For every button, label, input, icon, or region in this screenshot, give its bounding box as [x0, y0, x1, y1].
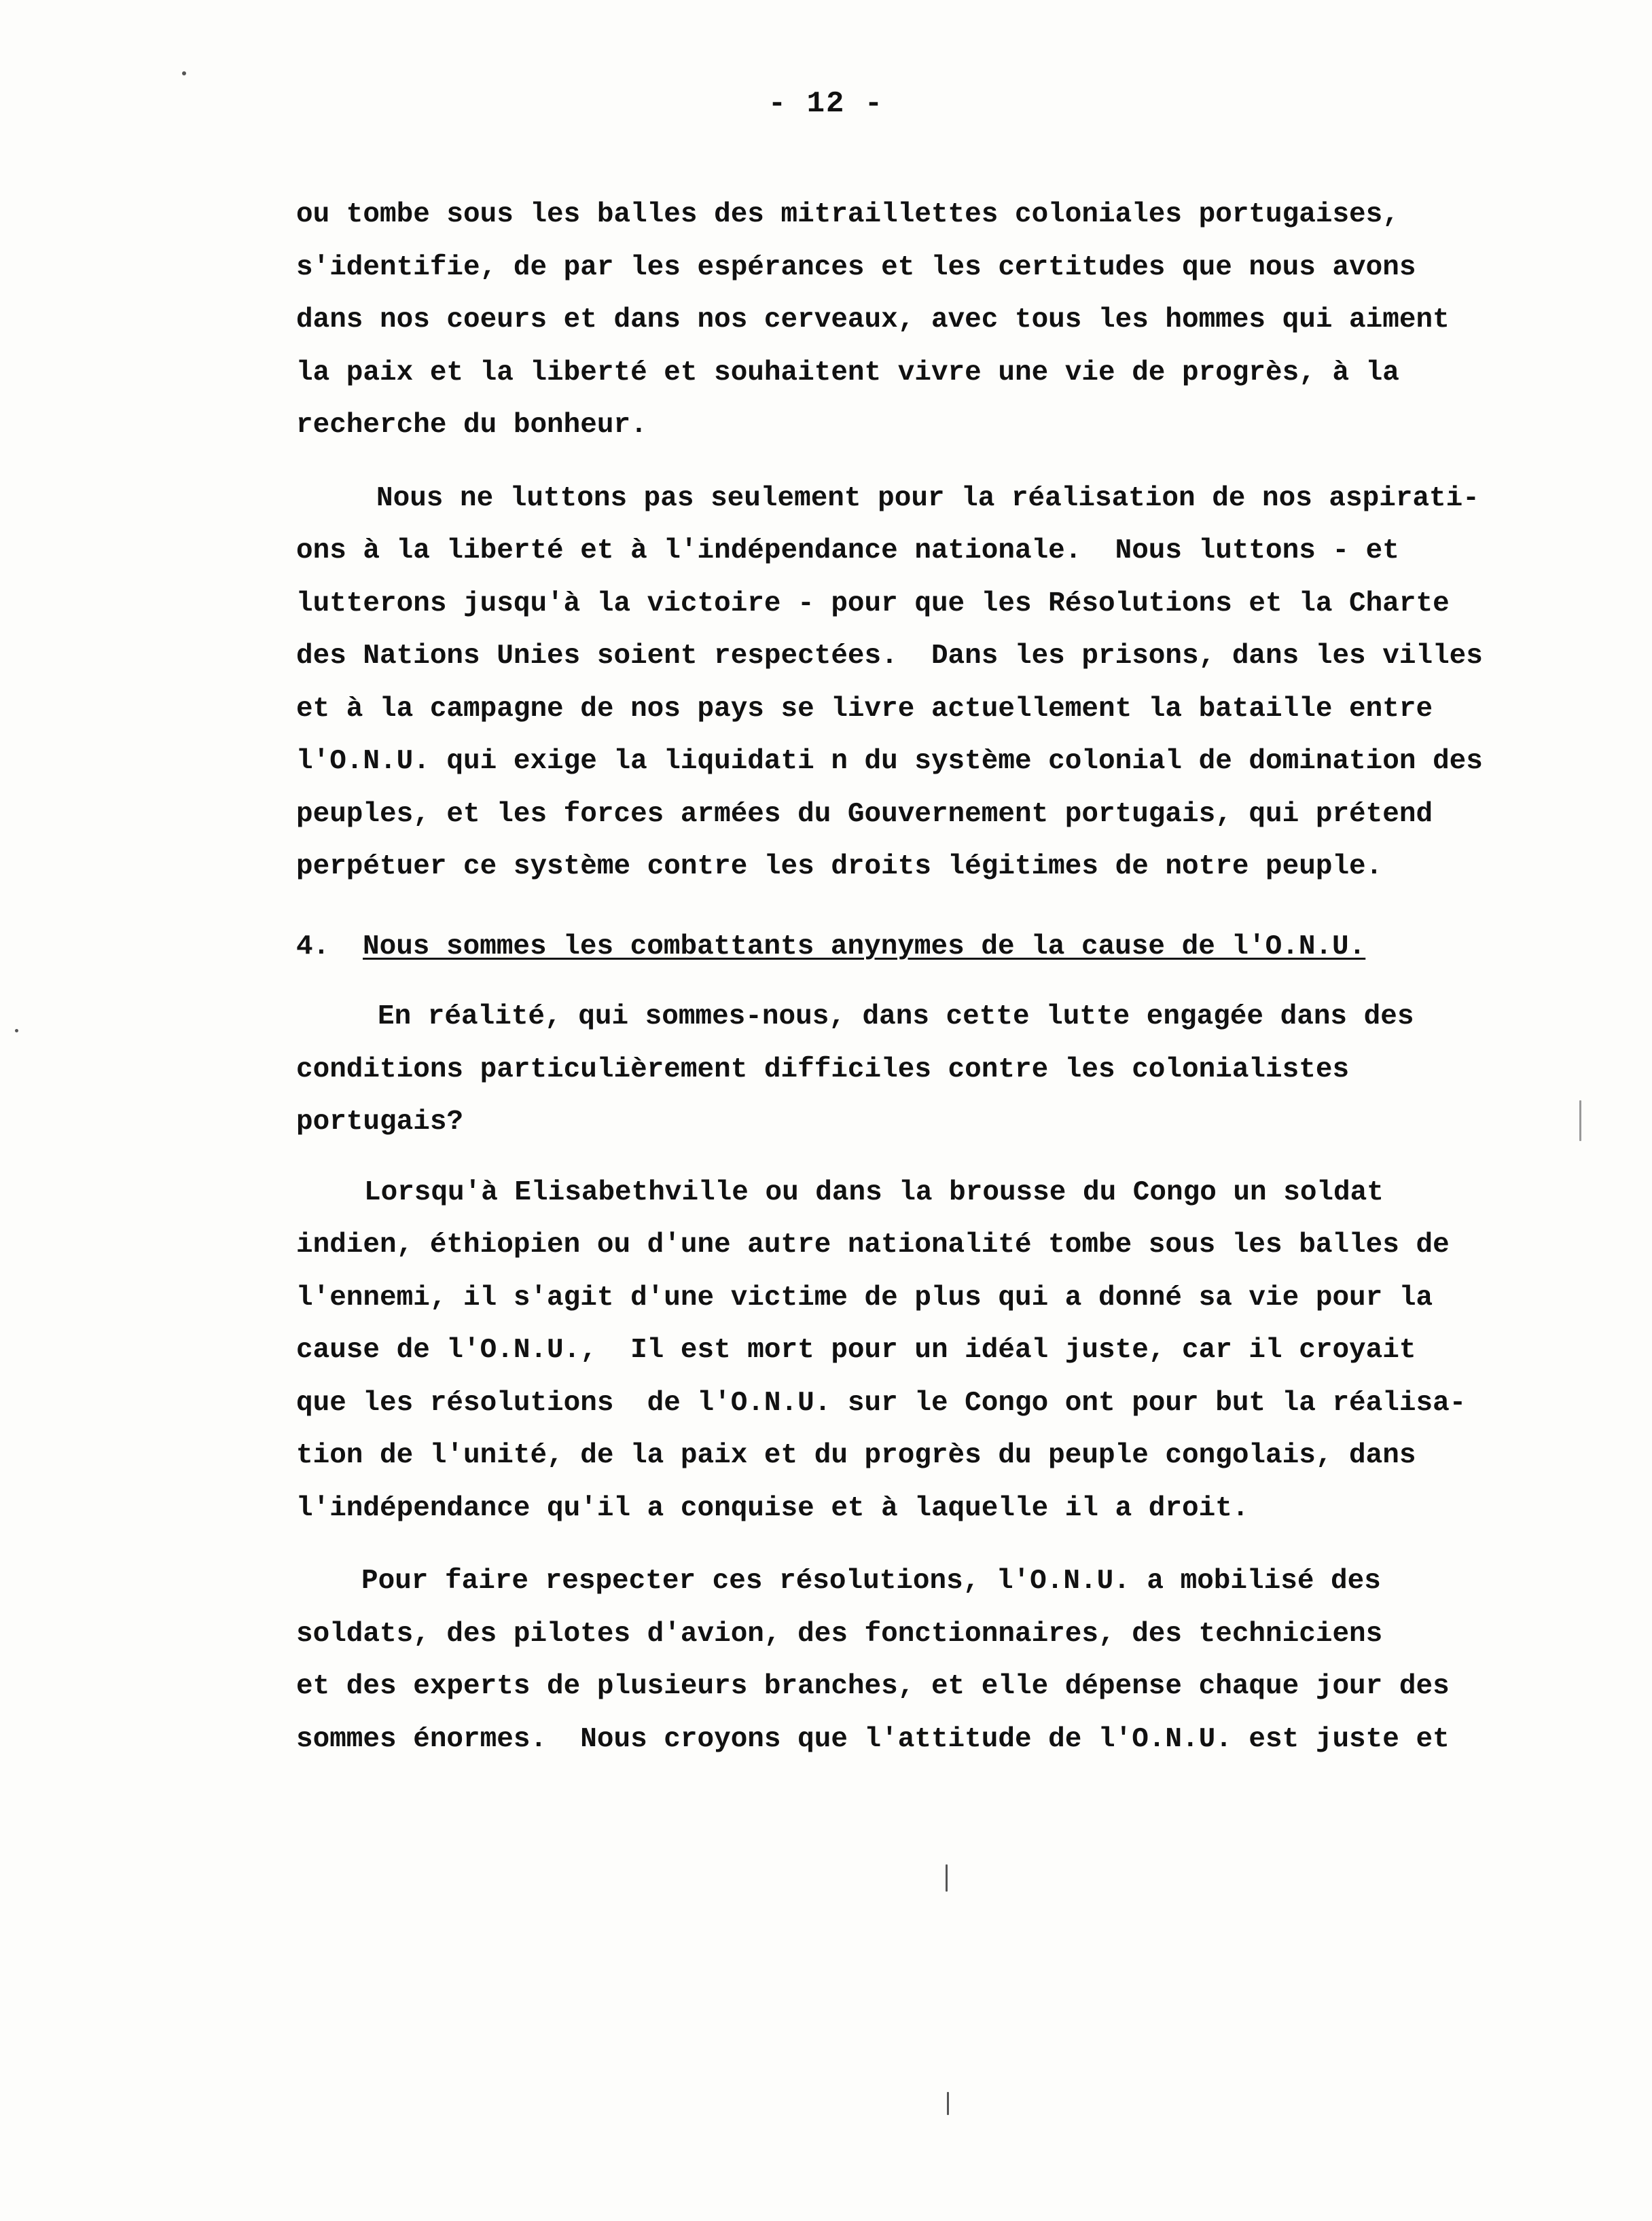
section-heading [296, 921, 1539, 974]
text-line: perpétuer ce système contre les droits légitimes de notre peuple. [296, 851, 1383, 882]
scan-speck [946, 1864, 948, 1892]
text-line: des Nations Unies soient respectées. Dans les prisons, dans les villes [296, 640, 1483, 672]
text-line: peuples, et les forces armées du Gouvernement portugais, qui prétend [296, 798, 1433, 830]
text-line: soldats, des pilotes d'avion, des fonctionnaires, des techniciens [296, 1618, 1383, 1650]
paragraph-congo-soldier [296, 1167, 1539, 1536]
text-line: recherche du bonheur. [296, 410, 647, 441]
text-line: sommes énormes. Nous croyons que l'attitude de l'O.N.U. est juste et [296, 1723, 1450, 1755]
text-line: dans nos coeurs et dans nos cerveaux, avec tous les hommes qui aiment [296, 304, 1450, 336]
text-line: portugais? [296, 1106, 464, 1138]
text-line: et des experts de plusieurs branches, et elle dépense chaque jour des [296, 1671, 1450, 1702]
paragraph-who-are-we [296, 991, 1539, 1149]
text-line: tion de l'unité, de la paix et du progrès du peuple congolais, dans [296, 1440, 1416, 1471]
text-line: l'O.N.U. qui exige la liquidati n du système colonial de domination des [296, 746, 1483, 777]
paragraph-continuation [296, 189, 1539, 452]
paragraph-struggle [296, 473, 1539, 894]
text-line: Lorsqu'à Elisabethville ou dans la brousse du Congo un soldat [364, 1176, 1384, 1208]
text-line: En réalité, qui sommes-nous, dans cette lutte engagée dans des [378, 1001, 1414, 1032]
section-title: Nous sommes les combattants anynymes de la cause de l'O.N.U. [363, 931, 1366, 962]
text-line: cause de l'O.N.U., Il est mort pour un idéal juste, car il croyait [296, 1335, 1416, 1366]
scan-speck [182, 71, 186, 75]
page-number: - 12 - [768, 87, 884, 121]
text-line: et à la campagne de nos pays se livre actuellement la bataille entre [296, 693, 1433, 725]
text-line: conditions particulièrement difficiles contre les colonialistes [296, 1053, 1350, 1085]
text-line: l'ennemi, il s'agit d'une victime de plus qui a donné sa vie pour la [296, 1282, 1433, 1314]
text-line: indien, éthiopien ou d'une autre nationalité tombe sous les balles de [296, 1229, 1450, 1261]
text-line: lutterons jusqu'à la victoire - pour que les Résolutions et la Charte [296, 588, 1450, 619]
scan-speck [947, 2092, 949, 2115]
text-line: Nous ne luttons pas seulement pour la réalisation de nos aspirati- [376, 482, 1479, 514]
text-line: s'identifie, de par les espérances et les certitudes que nous avons [296, 251, 1416, 283]
section-number: 4. [296, 931, 330, 962]
text-line: que les résolutions de l'O.N.U. sur le Congo ont pour but la réalisa- [296, 1387, 1467, 1419]
document-body [296, 189, 1539, 1766]
text-line: Pour faire respecter ces résolutions, l'O.N.U. a mobilisé des [361, 1566, 1381, 1597]
scan-speck [1579, 1100, 1581, 1141]
scan-speck [15, 1029, 18, 1032]
text-line: ou tombe sous les balles des mitraillettes coloniales portugaises, [296, 199, 1399, 230]
text-line: l'indépendance qu'il a conquise et à laquelle il a droit. [296, 1492, 1249, 1524]
paragraph-onu-resolutions [296, 1555, 1539, 1766]
text-line: la paix et la liberté et souhaitent vivre une vie de progrès, à la [296, 357, 1399, 389]
text-line: ons à la liberté et à l'indépendance nationale. Nous luttons - et [296, 535, 1399, 566]
